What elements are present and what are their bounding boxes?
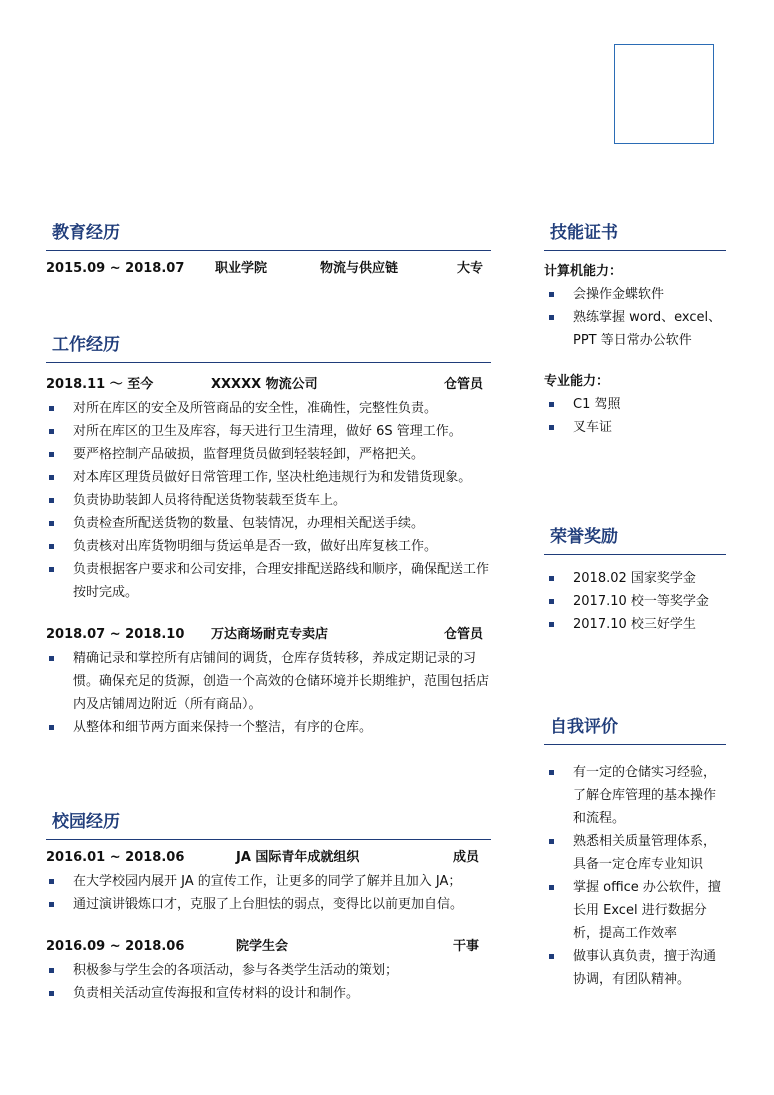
campus-section (46, 809, 491, 1005)
education-entry (46, 257, 491, 281)
education-school: 职业学院 (215, 261, 268, 276)
campus-role: 干事 (452, 939, 479, 954)
duty-item: 对本库区理货员做好日常管理工作, 坚决杜绝违规行为和发错货现象。 (46, 466, 491, 489)
honors-divider (544, 554, 726, 555)
campus-period: 2016.01 ~ 2018.06 (46, 850, 185, 865)
honors-section (544, 524, 726, 636)
campus-duties (46, 870, 491, 916)
campus-divider (46, 839, 491, 840)
honors-list (546, 567, 726, 636)
campus-header (46, 935, 491, 959)
skills-title: 技能证书 (550, 223, 618, 243)
computer-skills-label: 计算机能力： (544, 264, 623, 279)
campus-header (46, 846, 491, 870)
job-period: 2018.07 ~ 2018.10 (46, 627, 185, 642)
professional-skills-label: 专业能力： (544, 374, 610, 389)
skill-item: C1 驾照 (546, 393, 726, 416)
duty-item: 在大学校园内展开 JA 的宣传工作，让更多的同学了解并且加入 JA； (46, 870, 491, 893)
honors-title: 荣誉奖励 (550, 527, 618, 547)
duty-item: 积极参与学生会的各项活动，参与各类学生活动的策划； (46, 959, 491, 982)
job-header (46, 623, 491, 647)
campus-org: 院学生会 (236, 939, 289, 954)
duty-item: 对所在库区的安全及所管商品的安全性，准确性，完整性负责。 (46, 397, 491, 420)
self-eval-item: 熟悉相关质量管理体系，具备一定仓库专业知识 (546, 830, 726, 876)
duty-item: 要严格控制产品破损，监督理货员做到轻装轻卸，严格把关。 (46, 443, 491, 466)
duty-item: 通过演讲锻炼口才，克服了上台胆怯的弱点，变得比以前更加自信。 (46, 893, 491, 916)
education-section (46, 220, 491, 281)
duty-item: 负责协助装卸人员将待配送货物装载至货车上。 (46, 489, 491, 512)
photo-placeholder (614, 44, 714, 144)
duty-item: 精确记录和掌控所有店铺间的调货，仓库存货转移，养成定期记录的习惯。确保充足的货源，创造一个高效的仓储环境并长期维护，范围包括店内及店铺周边附近（所有商品）。 (46, 647, 491, 716)
education-major: 物流与供应链 (320, 261, 399, 276)
campus-duties (46, 959, 491, 1005)
education-period: 2015.09 ~ 2018.07 (46, 261, 185, 276)
job-role: 仓管员 (443, 627, 483, 642)
self-eval-title: 自我评价 (550, 717, 618, 737)
professional-skills-list (546, 393, 726, 439)
self-eval-item: 有一定的仓储实习经验，了解仓库管理的基本操作和流程。 (546, 761, 726, 830)
job-company: XXXXX 物流公司 (211, 377, 318, 392)
job-role: 仓管员 (443, 377, 483, 392)
computer-skills-list (546, 283, 726, 352)
self-eval-item: 掌握 office 办公软件，擅长用 Excel 进行数据分析，提高工作效率 (546, 876, 726, 945)
skill-item: 叉车证 (546, 416, 726, 439)
self-eval-list (546, 761, 726, 991)
honor-item: 2018.02 国家奖学金 (546, 567, 726, 590)
skill-item: 熟练掌握 word、excel、PPT 等日常办公软件 (546, 306, 726, 352)
honor-item: 2017.10 校三好学生 (546, 613, 726, 636)
duty-item: 负责核对出库货物明细与货运单是否一致，做好出库复核工作。 (46, 535, 491, 558)
self-eval-divider (544, 744, 726, 745)
skill-item: 会操作金蝶软件 (546, 283, 726, 306)
job-company: 万达商场耐克专卖店 (211, 627, 329, 642)
campus-title: 校园经历 (52, 812, 120, 832)
education-divider (46, 250, 491, 251)
job-duties (46, 397, 491, 604)
campus-org: JA 国际青年成就组织 (236, 850, 360, 865)
campus-role: 成员 (452, 850, 479, 865)
skills-divider (544, 250, 726, 251)
duty-item: 负责相关活动宣传海报和宣传材料的设计和制作。 (46, 982, 491, 1005)
campus-period: 2016.09 ~ 2018.06 (46, 939, 185, 954)
duty-item: 负责根据客户要求和公司安排，合理安排配送路线和顺序，确保配送工作按时完成。 (46, 558, 491, 604)
duty-item: 从整体和细节两方面来保持一个整洁，有序的仓库。 (46, 716, 491, 739)
duty-item: 负责检查所配送货物的数量、包装情况，办理相关配送手续。 (46, 512, 491, 535)
self-eval-item: 做事认真负责，擅于沟通协调，有团队精神。 (546, 945, 726, 991)
education-degree: 大专 (456, 261, 483, 276)
job-duties (46, 647, 491, 739)
work-title: 工作经历 (52, 335, 120, 355)
work-divider (46, 362, 491, 363)
duty-item: 对所在库区的卫生及库容，每天进行卫生清理，做好 6S 管理工作。 (46, 420, 491, 443)
education-title: 教育经历 (52, 223, 120, 243)
self-eval-section (544, 714, 726, 991)
honor-item: 2017.10 校一等奖学金 (546, 590, 726, 613)
work-section (46, 332, 491, 739)
job-header (46, 373, 491, 397)
job-period: 2018.11 ～ 至今 (46, 377, 154, 392)
skills-section (544, 220, 726, 439)
